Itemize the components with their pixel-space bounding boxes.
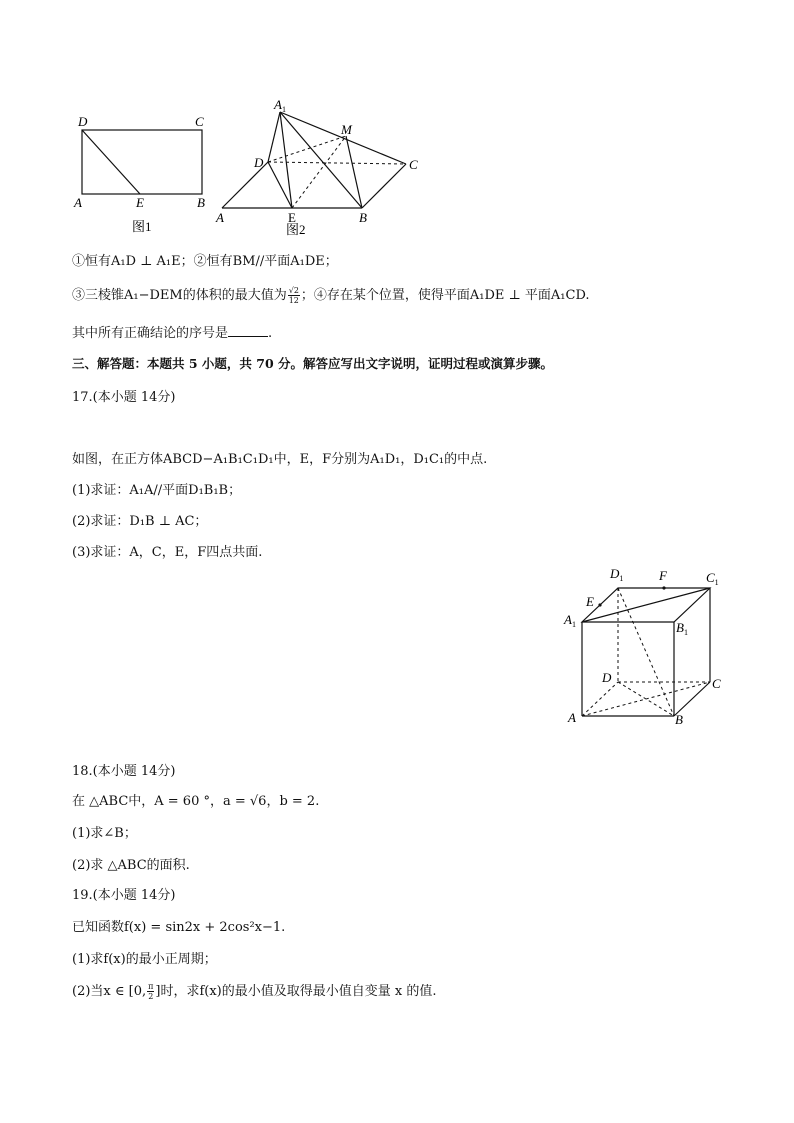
segment-dm-hidden [268, 136, 346, 162]
figure-1-caption: 图1 [132, 219, 152, 234]
label-b: B [359, 210, 367, 225]
label-b1: $B_1$ [676, 620, 688, 637]
q16-fraction-denominator: 12 [288, 296, 299, 305]
label-a1: $A_1$ [274, 97, 286, 114]
segment-a1e [280, 112, 292, 208]
label-d1: $D_1$ [610, 566, 624, 583]
label-b: B [675, 712, 683, 727]
label-a: A [216, 210, 224, 225]
segment-de [82, 130, 140, 194]
q19-fraction [147, 982, 154, 1001]
q16-fraction-numerator: √2 [288, 286, 299, 295]
q17-intro: 如图，在正方体ABCD−A₁B₁C₁D₁中，E，F分别为A₁D₁，D₁C₁的中点. [72, 452, 488, 467]
label-d: D [254, 155, 264, 170]
q19-fraction-numerator: π [148, 982, 154, 991]
q17-title: 17.(本小题 14分) [72, 390, 176, 405]
segment-mb [346, 136, 362, 208]
segment-em-hidden [292, 136, 346, 208]
rectangle-abcd [82, 130, 202, 194]
answer-blank[interactable] [228, 324, 268, 337]
q19-title: 19.(本小题 14分) [72, 888, 176, 903]
q16-statement-3-pre: ③三棱锥A₁−DEM的体积的最大值为 [72, 288, 287, 303]
q18-intro: 在 △ABC中，A = 60 °，a = √6，b = 2. [72, 794, 320, 809]
label-e: E [288, 210, 296, 225]
q16-ask-text: 其中所有正确结论的序号是 [72, 326, 229, 341]
point-e [598, 603, 601, 606]
q16-fraction [288, 286, 300, 305]
label-m: M [341, 122, 352, 137]
q16-statement-3-4 [72, 284, 590, 305]
q19-fraction-denominator: 2 [148, 992, 154, 1001]
segment-d1b-hidden [618, 588, 674, 716]
segment-db-hidden [618, 682, 674, 716]
label-f: F [659, 568, 667, 583]
q18-part-1: (1)求∠B； [72, 826, 137, 841]
label-e: E [136, 195, 144, 210]
label-c1: $C_1$ [706, 570, 719, 587]
q16-ask [72, 322, 272, 341]
q17-part-3: (3)求证：A，C，E，F四点共面. [72, 545, 263, 560]
label-c: C [195, 114, 204, 129]
segment-dc-hidden [268, 162, 406, 164]
q19-part-2-pre: (2)当x ∈ [0, [72, 984, 147, 999]
q18-part-2: (2)求 △ABC的面积. [72, 858, 190, 873]
label-d: D [602, 670, 612, 685]
label-d: D [78, 114, 88, 129]
segment-a1d [268, 112, 280, 162]
segment-bc [362, 164, 406, 208]
figure-2-caption: 图2 [286, 222, 306, 236]
q16-ask-end: . [268, 326, 273, 341]
q17-part-2: (2)求证：D₁B ⊥ AC； [72, 514, 208, 529]
label-a: A [74, 195, 82, 210]
point-f [662, 586, 665, 589]
section-3-heading: 三、解答题：本题共 5 小题，共 70 分。解答应写出文字说明，证明过程或演算步骤。 [72, 356, 554, 371]
segment-de [268, 162, 292, 208]
q19-part-1: (1)求f(x)的最小正周期； [72, 952, 217, 967]
q19-intro: 已知函数f(x) = sin2x + 2cos²x−1. [72, 920, 286, 935]
label-c: C [712, 676, 721, 691]
label-a1: $A_1$ [564, 612, 576, 629]
cube-figure [560, 560, 740, 735]
label-e: E [586, 594, 594, 609]
figure-2-folded [210, 96, 430, 236]
label-b: B [197, 195, 205, 210]
edge-bc [674, 682, 710, 716]
label-a: A [568, 710, 576, 725]
q18-title: 18.(本小题 14分) [72, 764, 176, 779]
label-c: C [409, 157, 418, 172]
q19-part-2 [72, 980, 436, 1001]
segment-a1c [280, 112, 406, 164]
q16-statement-3-post: ；④存在某个位置，使得平面A₁DE ⊥ 平面A₁CD. [300, 288, 590, 303]
q17-part-1: (1)求证：A₁A//平面D₁B₁B； [72, 483, 242, 498]
q19-part-2-post: ]时，求f(x)的最小值及取得最小值自变量 x 的值. [155, 984, 437, 999]
figure-1-rectangle [70, 110, 220, 235]
q16-statement-1-2: ①恒有A₁D ⊥ A₁E；②恒有BM//平面A₁DE； [72, 254, 338, 269]
